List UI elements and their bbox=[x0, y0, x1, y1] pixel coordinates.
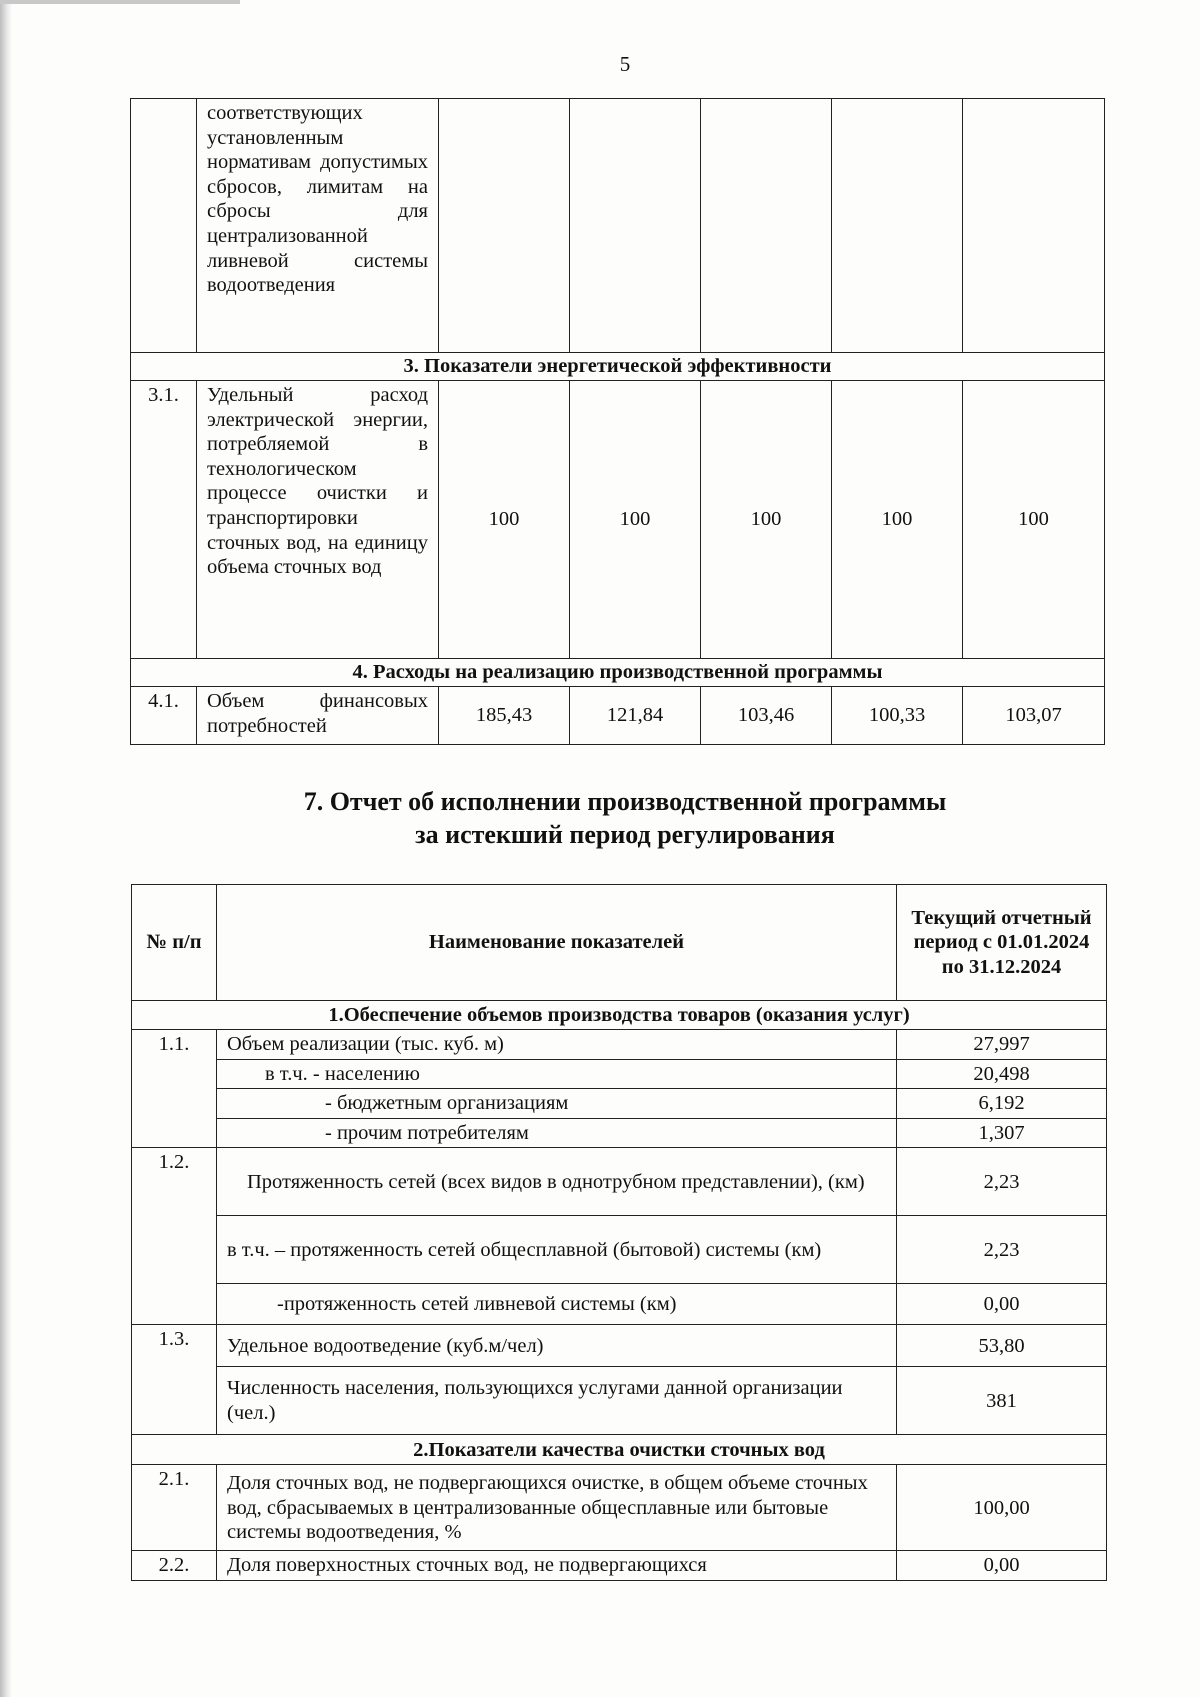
table-row bbox=[132, 1367, 1107, 1435]
indicators-table-continued bbox=[130, 98, 1105, 745]
section-heading bbox=[0, 786, 1200, 851]
value-cell: 121,84 bbox=[570, 687, 701, 745]
section-row bbox=[131, 353, 1105, 381]
value-cell: 185,43 bbox=[439, 687, 570, 745]
table-row bbox=[132, 1059, 1107, 1089]
indicator-name: Численность населения, пользующихся услугами данной организации (чел.) bbox=[217, 1367, 897, 1435]
value-cell: 6,192 bbox=[897, 1089, 1107, 1119]
value-cell: 2,23 bbox=[897, 1216, 1107, 1284]
table-row bbox=[132, 1465, 1107, 1551]
value-cell: 381 bbox=[897, 1367, 1107, 1435]
row-number: 4.1. bbox=[131, 687, 197, 745]
value-cell: 2,23 bbox=[897, 1148, 1107, 1216]
indicator-name: Удельный расход электрической энергии, потребляемой в технологическом процессе очистки и транспортировки сточных вод, на единицу объема сточных вод bbox=[197, 381, 439, 659]
row-number: 2.1. bbox=[132, 1465, 217, 1551]
table-row bbox=[132, 1325, 1107, 1367]
row-number: 3.1. bbox=[131, 381, 197, 659]
header-num: № п/п bbox=[132, 885, 217, 1001]
value-cell: 103,46 bbox=[701, 687, 832, 745]
section-row bbox=[132, 1435, 1107, 1465]
indicator-name: Удельное водоотведение (куб.м/чел) bbox=[217, 1325, 897, 1367]
value-cell: 20,498 bbox=[897, 1059, 1107, 1089]
value-cell: 103,07 bbox=[963, 687, 1105, 745]
table-row bbox=[131, 99, 1105, 353]
value-cell: 100 bbox=[832, 381, 963, 659]
header-period: Текущий отчетный период с 01.01.2024 по 31.12.2024 bbox=[897, 885, 1107, 1001]
indicator-name: в т.ч. – протяженность сетей общесплавной (бытовой) системы (км) bbox=[217, 1216, 897, 1284]
section-title: 4. Расходы на реализацию производственной программы bbox=[131, 659, 1105, 687]
indicator-name: Объем реализации (тыс. куб. м) bbox=[217, 1030, 897, 1060]
row-number: 1.3. bbox=[132, 1325, 217, 1435]
table-row bbox=[131, 381, 1105, 659]
table-row bbox=[132, 1216, 1107, 1284]
value-cell: 100,00 bbox=[897, 1465, 1107, 1551]
value-cell: 53,80 bbox=[897, 1325, 1107, 1367]
program-report-table bbox=[131, 884, 1107, 1581]
table-row bbox=[132, 1551, 1107, 1581]
value-cell: 0,00 bbox=[897, 1551, 1107, 1581]
indicator-name: Объем финансовых потребностей bbox=[197, 687, 439, 745]
indicator-name: -протяженность сетей ливневой системы (км) bbox=[217, 1284, 897, 1325]
heading-line-2: за истекший период регулирования bbox=[415, 819, 835, 849]
value-cell: 27,997 bbox=[897, 1030, 1107, 1060]
section-title: 1.Обеспечение объемов производства товаров (оказания услуг) bbox=[132, 1001, 1107, 1030]
scan-edge-top bbox=[0, 0, 240, 4]
indicator-name: - прочим потребителям bbox=[217, 1118, 897, 1148]
table-row bbox=[131, 687, 1105, 745]
table-row bbox=[132, 1284, 1107, 1325]
value-cell: 100 bbox=[439, 381, 570, 659]
header-row bbox=[132, 885, 1107, 1001]
header-name: Наименование показателей bbox=[217, 885, 897, 1001]
row-number: 1.1. bbox=[132, 1030, 217, 1148]
table-row bbox=[132, 1148, 1107, 1216]
heading-line-1: 7. Отчет об исполнении производственной программы bbox=[303, 787, 947, 816]
section-row bbox=[131, 659, 1105, 687]
indicator-name: - бюджетным организациям bbox=[217, 1089, 897, 1119]
value-cell: 100 bbox=[570, 381, 701, 659]
row-number: 2.2. bbox=[132, 1551, 217, 1581]
page-number: 5 bbox=[619, 52, 631, 76]
section-row bbox=[132, 1001, 1107, 1030]
indicator-name: Протяженность сетей (всех видов в однотрубном представлении), (км) bbox=[217, 1148, 897, 1216]
value-cell: 100,33 bbox=[832, 687, 963, 745]
value-cell: 0,00 bbox=[897, 1284, 1107, 1325]
table-row bbox=[132, 1030, 1107, 1060]
table-row bbox=[132, 1118, 1107, 1148]
value-cell: 1,307 bbox=[897, 1118, 1107, 1148]
value-cell: 100 bbox=[963, 381, 1105, 659]
indicator-name: соответствующих установленным нормативам допустимых сбросов, лимитам на сбросы для централизованной ливневой системы водоотведения bbox=[197, 99, 439, 353]
row-number-cell bbox=[131, 99, 197, 353]
indicator-name: Доля сточных вод, не подвергающихся очистке, в общем объеме сточных вод, сбрасываемых в централизованные общесплавные или бытовые системы водоотведения, % bbox=[217, 1465, 897, 1551]
row-number: 1.2. bbox=[132, 1148, 217, 1325]
indicator-name: Доля поверхностных сточных вод, не подвергающихся bbox=[217, 1551, 897, 1581]
indicator-name: в т.ч. - населению bbox=[217, 1059, 897, 1089]
table-row bbox=[132, 1089, 1107, 1119]
section-title: 3. Показатели энергетической эффективности bbox=[131, 353, 1105, 381]
section-title: 2.Показатели качества очистки сточных вод bbox=[132, 1435, 1107, 1465]
value-cell: 100 bbox=[701, 381, 832, 659]
